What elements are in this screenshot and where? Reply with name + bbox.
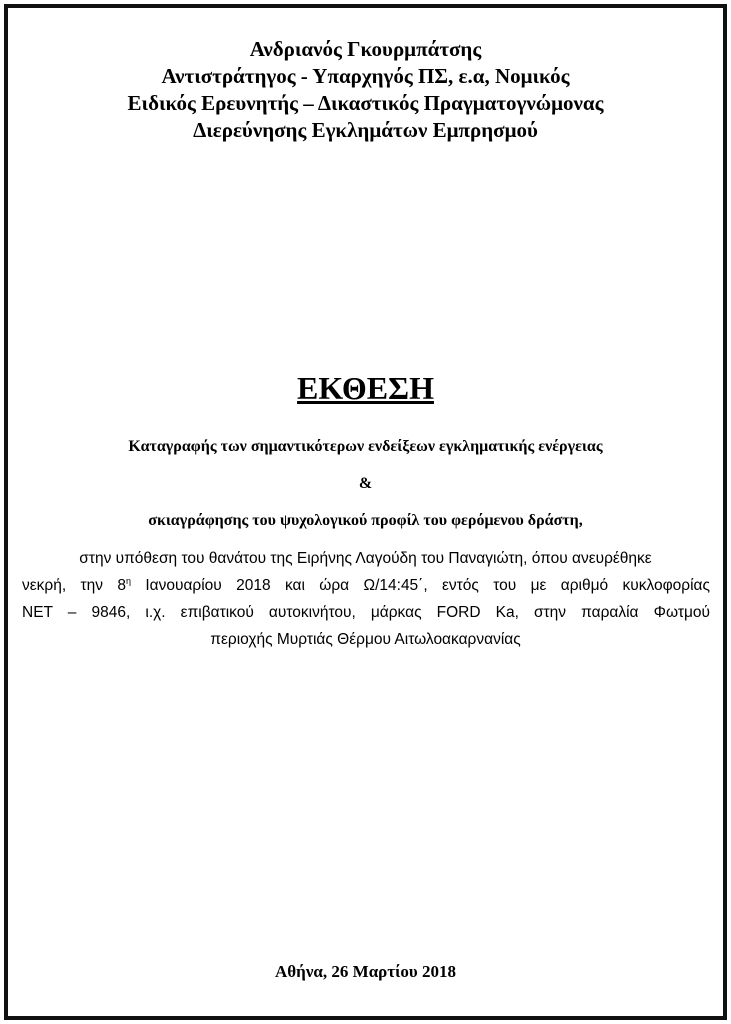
report-subtitle-line-2: σκιαγράφησης του ψυχολογικού προφίλ του φερόμενου δράστη, (148, 512, 583, 529)
author-rank: Αντιστράτηγος - Υπαρχηγός ΠΣ, ε.α, Νομικός (161, 64, 570, 88)
report-title: ΕΚΘΕΣΗ (297, 370, 434, 406)
report-subtitle-line-1: Καταγραφής των σημαντικότερων ενδείξεων εγκληματικής ενέργειας (128, 438, 603, 455)
place-and-date: Αθήνα, 26 Μαρτίου 2018 (275, 962, 456, 981)
subtitle-ampersand: & (358, 475, 373, 492)
description-line-1: στην υπόθεση του θανάτου της Ειρήνης Λαγούδη του Παναγιώτη, όπου ανευρέθηκε (79, 550, 652, 567)
ordinal-suffix: η (125, 575, 131, 586)
document-page (4, 4, 727, 1020)
author-name: Ανδριανός Γκουρμπάτσης (249, 37, 482, 61)
author-header (8, 36, 723, 144)
author-specialty: Διερεύνησης Εγκλημάτων Εμπρησμού (193, 118, 538, 142)
description-line-2-start: νεκρή, την 8 (22, 577, 126, 594)
description-line-4: περιοχής Μυρτιάς Θέρμου Αιτωλοακαρνανίας (210, 631, 521, 648)
author-role: Ειδικός Ερευνητής – Δικαστικός Πραγματογνώμονας (127, 91, 604, 115)
description-line-2 (8, 572, 723, 599)
case-description (8, 545, 723, 653)
description-line-3: ΝΕΤ – 9846, ι.χ. επιβατικού αυτοκινήτου, μάρκας FORD Ka, στην παραλία Φωτμού (22, 604, 710, 621)
description-line-2-end: Ιανουαρίου 2018 και ώρα Ω/14:45΄, εντός του με αριθμό κυκλοφορίας (130, 577, 710, 594)
